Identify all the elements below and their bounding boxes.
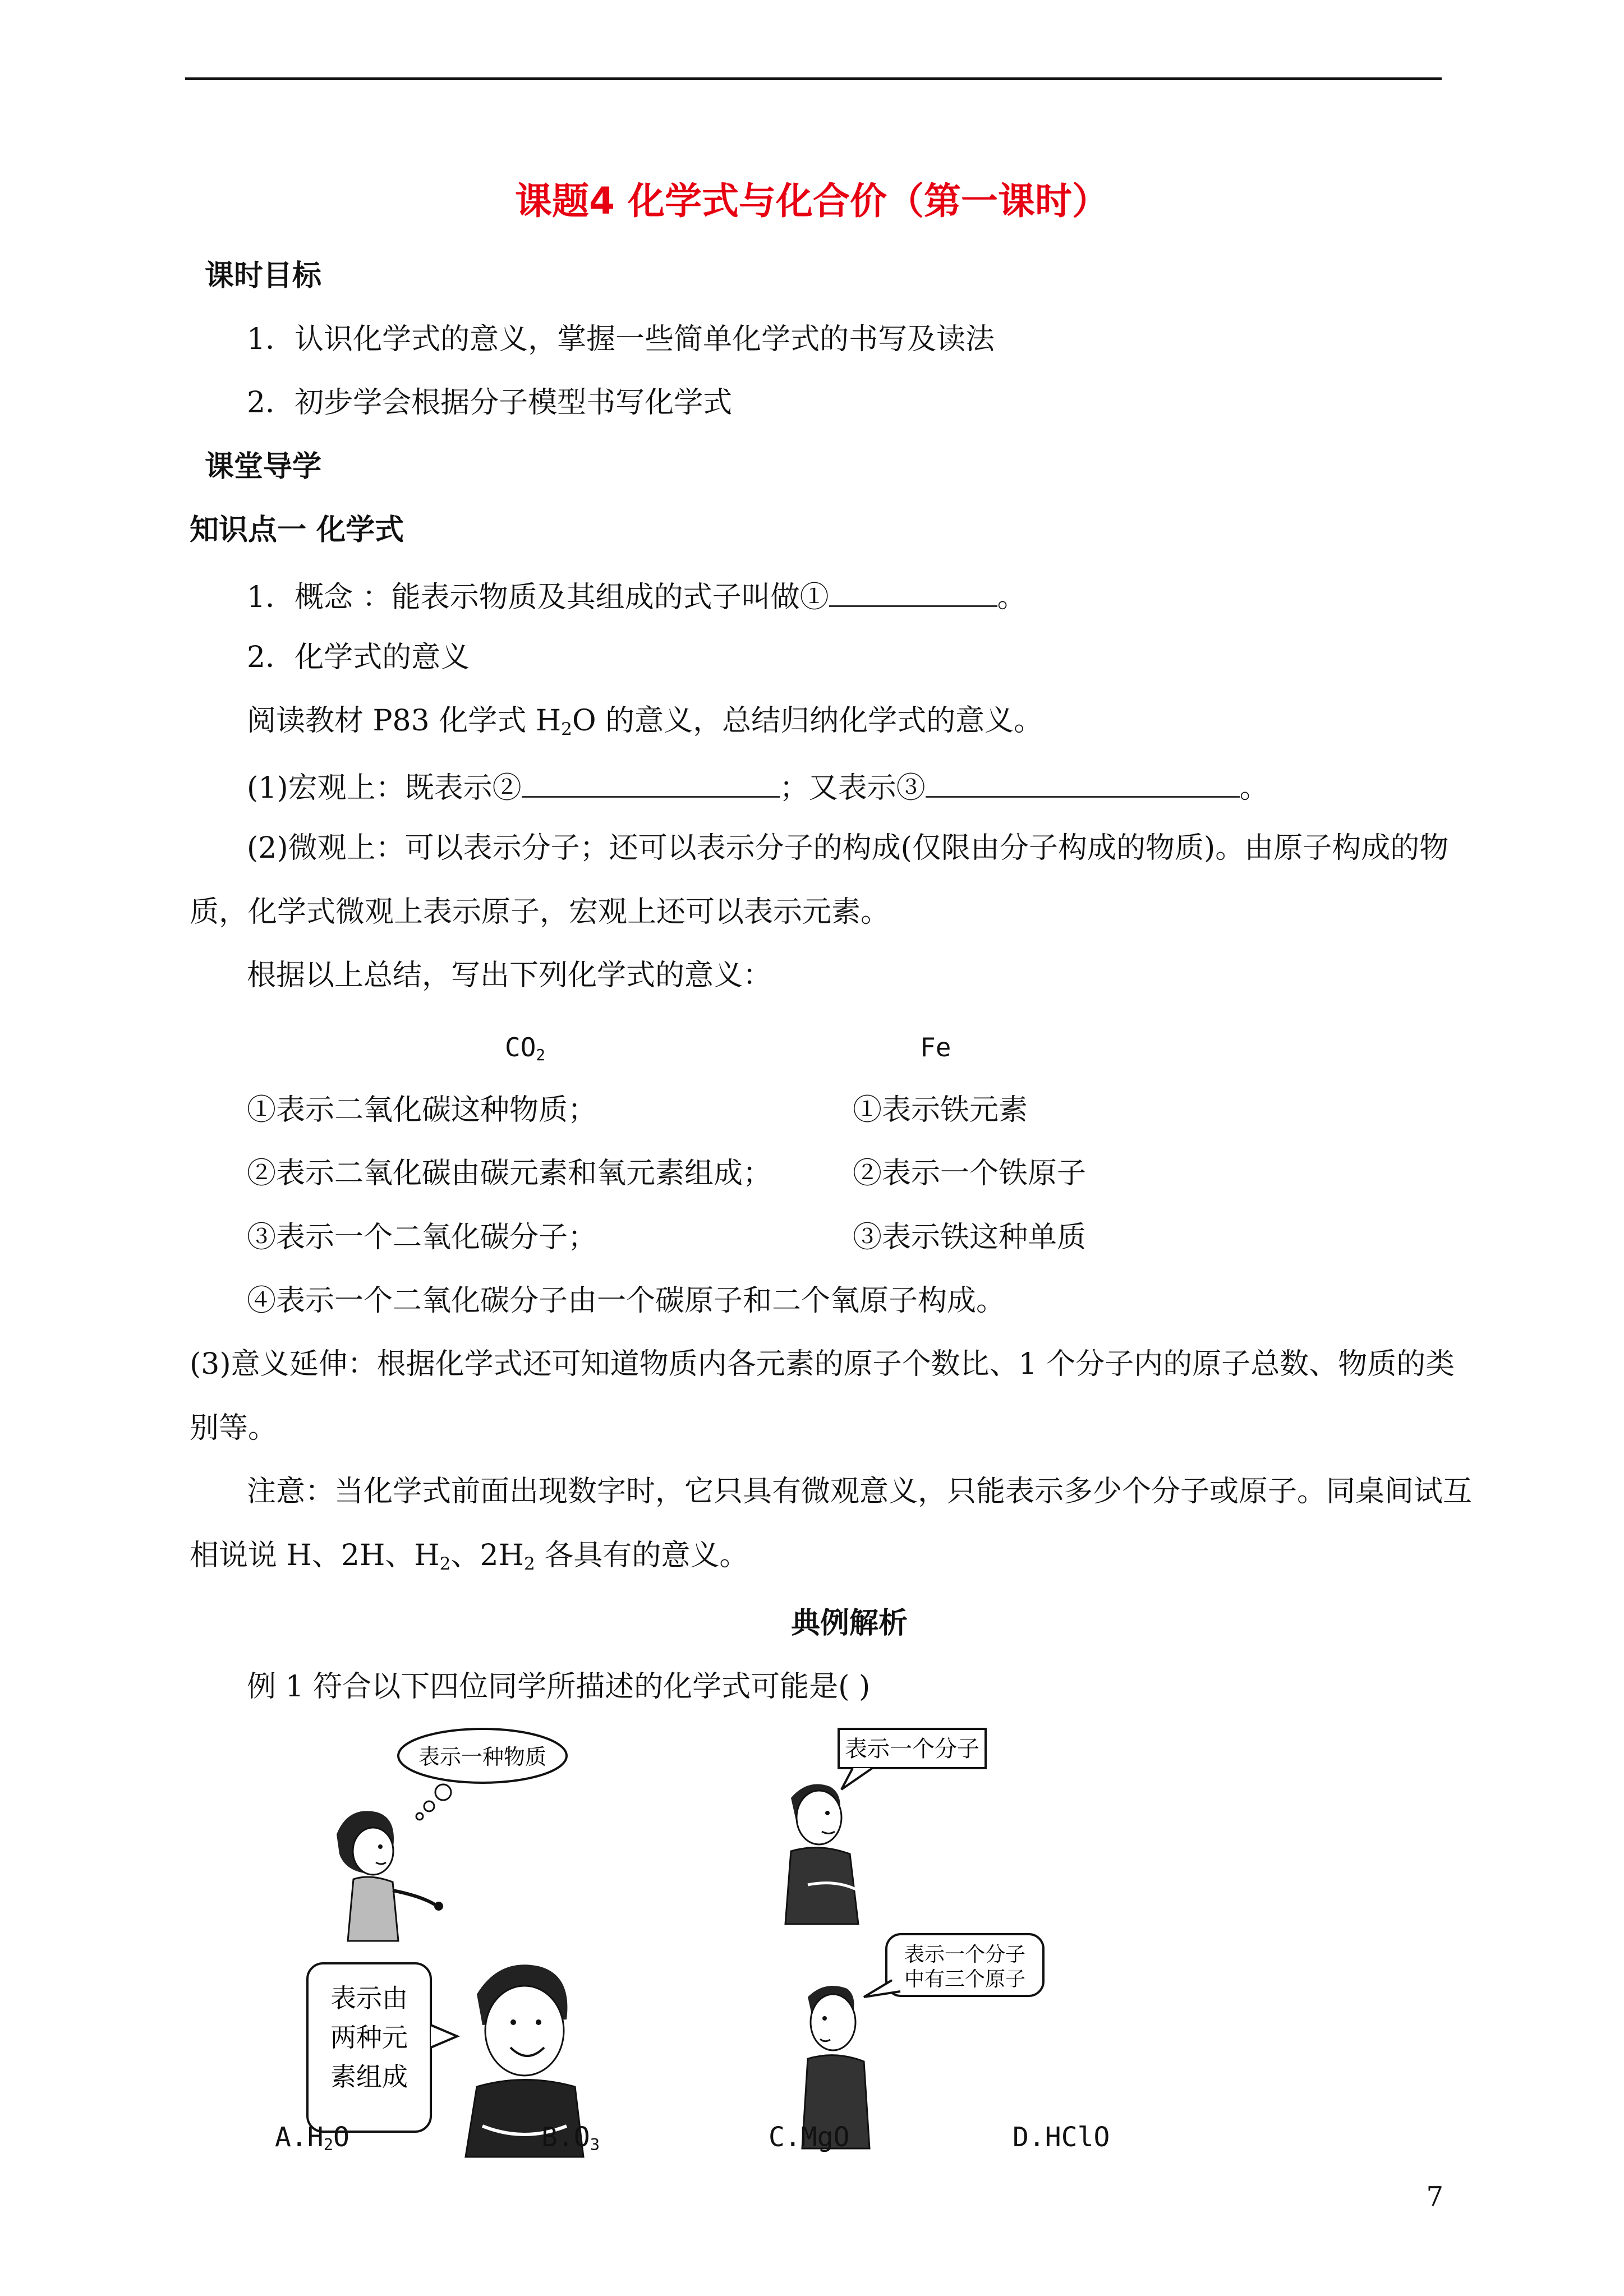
typical-heading: 典例解析 xyxy=(791,1607,908,1640)
note-sub-2: 2 xyxy=(523,1553,535,1574)
note-text-c: 各具有的意义。 xyxy=(535,1539,749,1572)
reading-line xyxy=(247,703,1043,747)
co2-text: CO xyxy=(505,1032,536,1062)
guide-heading: 课堂导学 xyxy=(205,450,322,484)
bubble-3-line-1: 表示由 xyxy=(330,1983,408,2013)
summary-line: 根据以上总结，写出下列化学式的意义： xyxy=(247,959,772,992)
objective-item-2: 2．初步学会根据分子模型书写化学式 xyxy=(247,386,733,420)
boy2-face xyxy=(485,1986,564,2076)
concept-line xyxy=(247,576,1027,615)
blank-1 xyxy=(829,576,997,607)
girl-body xyxy=(348,1877,398,1941)
note-line-2 xyxy=(190,1538,748,1582)
figure-girl xyxy=(314,1722,595,1947)
fe-item-1: ①表示铁元素 xyxy=(853,1093,1028,1127)
boy1-face xyxy=(797,1791,841,1844)
option-b-pre: B.O xyxy=(541,2122,590,2153)
meaning-heading: 2．化学式的意义 xyxy=(247,641,470,674)
fe-item-2: ②表示一个铁原子 xyxy=(853,1157,1087,1190)
figure-boy-1 xyxy=(774,1717,1010,1930)
option-a-pre: A.H xyxy=(275,2122,324,2153)
fe-item-3: ③表示铁这种单质 xyxy=(853,1221,1087,1254)
option-a-sub: 2 xyxy=(323,2135,334,2155)
note-line-1: 注意：当化学式前面出现数字时，它只具有微观意义，只能表示多少个分子或原子。同桌间试互 xyxy=(247,1475,1473,1508)
header-rule xyxy=(185,77,1442,80)
option-b-sub: 3 xyxy=(590,2135,600,2155)
blank-2 xyxy=(522,767,780,798)
option-b xyxy=(541,2119,600,2162)
objectives-heading: 课时目标 xyxy=(205,259,322,293)
reading-sub: 2 xyxy=(561,719,572,739)
bubble-2-text: 表示一个分子 xyxy=(845,1736,979,1762)
note-text-a: 相说说 H、2H、H xyxy=(190,1539,440,1572)
extension-line-1: (3)意义延伸：根据化学式还可知道物质内各元素的原子个数比、1 个分子内的原子总数、物质的类 xyxy=(190,1347,1455,1381)
macro-mid: ；又表示③ xyxy=(779,771,926,805)
objective-item-1: 1．认识化学式的意义，掌握一些简单化学式的书写及读法 xyxy=(247,323,995,356)
co2-item-3: ③表示一个二氧化碳分子； xyxy=(247,1221,597,1254)
macro-end: 。 xyxy=(1239,771,1269,805)
option-a xyxy=(275,2119,349,2162)
boy3-face xyxy=(811,1994,855,2050)
option-a-post: O xyxy=(333,2122,349,2153)
extension-line-2: 别等。 xyxy=(190,1411,278,1445)
co2-item-2: ②表示二氧化碳由碳元素和氧元素组成； xyxy=(247,1157,772,1190)
note-sub-1: 2 xyxy=(439,1553,451,1574)
fe-label: Fe xyxy=(920,1032,951,1062)
bubble-3-line-2: 两种元 xyxy=(330,2022,408,2053)
girl-face xyxy=(353,1828,393,1875)
reading-pre: 阅读教材 P83 化学式 H xyxy=(247,704,562,738)
option-d: D.HClO xyxy=(1013,2122,1110,2153)
reading-post: O 的意义，总结归纳化学式的意义。 xyxy=(572,704,1043,738)
page-title: 课题4 化学式与化合价（第一课时） xyxy=(515,180,1109,223)
bubble-4-line-2: 中有三个原子 xyxy=(904,1968,1026,1991)
macro-line xyxy=(247,767,1269,806)
option-c: C.MgO xyxy=(769,2122,850,2153)
co2-sub: 2 xyxy=(536,1045,546,1064)
example-question: 例 1 符合以下四位同学所描述的化学式可能是( ) xyxy=(247,1670,871,1704)
macro-pre: (1)宏观上：既表示② xyxy=(247,771,522,805)
note-text-b: 、2H xyxy=(450,1539,524,1572)
concept-text: 1．概念 ：能表示物质及其组成的式子叫做① xyxy=(247,581,829,614)
bubble-1-text: 表示一种物质 xyxy=(418,1745,547,1769)
micro-line-1: (2)微观上：可以表示分子；还可以表示分子的构成(仅限由分子构成的物质)。由原子构成的物 xyxy=(247,831,1449,865)
page-number: 7 xyxy=(1426,2181,1443,2212)
bubble-3-line-3: 素组成 xyxy=(330,2062,408,2092)
concept-end: 。 xyxy=(997,581,1027,614)
co2-label xyxy=(505,1029,545,1073)
knowledge-point-1: 知识点一 化学式 xyxy=(190,513,404,547)
micro-line-2: 质，化学式微观上表示原子，宏观上还可以表示元素。 xyxy=(190,895,890,929)
bubble-4-line-1: 表示一个分子 xyxy=(904,1943,1026,1966)
blank-3 xyxy=(926,767,1240,798)
co2-item-4: ④表示一个二氧化碳分子由一个碳原子和二个氧原子构成。 xyxy=(247,1284,1006,1318)
co2-item-1: ①表示二氧化碳这种物质； xyxy=(247,1093,597,1127)
